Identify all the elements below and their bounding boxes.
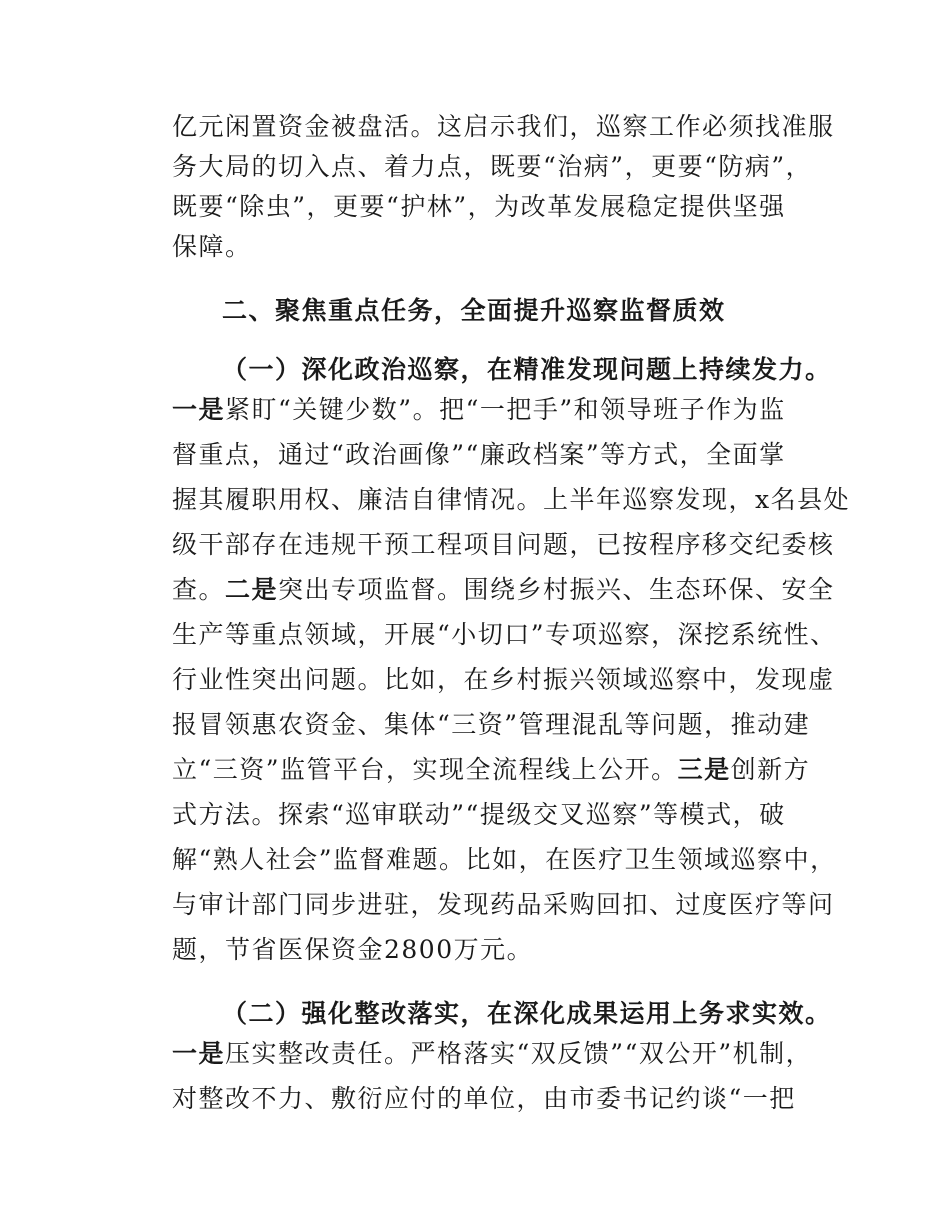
line-text: 立“三资”监管平台，实现全流程线上公开。 <box>172 755 678 784</box>
paragraph-line: 行业性突出问题。比如，在乡村振兴领域巡察中，发现虚 <box>172 665 835 694</box>
paragraph-line: 式方法。探索“巡审联动”“提级交叉巡察”等模式，破 <box>172 800 786 829</box>
subsection-title: （二）强化整改落实，在深化成果运用上务求实效。 <box>222 999 832 1028</box>
paragraph-line: 握其履职用权、廉洁自律情况。上半年巡察发现，x名县处 <box>172 485 851 514</box>
paragraph-line <box>172 391 786 429</box>
emphasis-label: 二是 <box>225 575 279 604</box>
emphasis-label: 一是 <box>172 1039 226 1068</box>
paragraph-line: 报冒领惠农资金、集体“三资”管理混乱等问题，推动建 <box>172 710 811 739</box>
paragraph-line <box>172 1035 812 1073</box>
emphasis-label: 一是 <box>172 395 226 424</box>
paragraph-line: 保障。 <box>172 232 252 261</box>
paragraph-line <box>172 751 810 789</box>
subsection-title: （一）深化政治巡察，在精准发现问题上持续发力。 <box>222 355 832 384</box>
paragraph-line: 务大局的切入点、着力点，既要“治病”，更要“防病”， <box>172 152 813 181</box>
paragraph-line: 生产等重点领域，开展“小切口”专项巡察，深挖系统性、 <box>172 620 837 649</box>
paragraph-line: 亿元闲置资金被盘活。这启示我们，巡察工作必须找准服 <box>172 112 835 141</box>
paragraph-line <box>172 571 835 609</box>
line-text: 查。 <box>172 575 226 604</box>
emphasis-label: 三是 <box>677 755 731 784</box>
paragraph-line: 与审计部门同步进驻，发现药品采购回扣、过度医疗等问 <box>172 890 835 919</box>
line-text: 压实整改责任。严格落实“双反馈”“双公开”机制， <box>225 1039 813 1068</box>
paragraph-line: 解“熟人社会”监督难题。比如，在医疗卫生领域巡察中， <box>172 845 837 874</box>
paragraph-line: 既要“除虫”，更要“护林”，为改革发展稳定提供坚强 <box>172 192 786 221</box>
paragraph-line: 督重点，通过“政治画像”“廉政档案”等方式，全面掌 <box>172 440 786 469</box>
paragraph-line: 对整改不力、敷衍应付的单位，由市委书记约谈“一把 <box>172 1084 796 1113</box>
section-heading: 二、聚焦重点任务，全面提升巡察监督质效 <box>222 296 726 325</box>
paragraph-line: 题，节省医保资金2800万元。 <box>172 935 534 964</box>
paragraph-line: 级干部存在违规干预工程项目问题，已按程序移交纪委核 <box>172 530 835 559</box>
line-text: 突出专项监督。围绕乡村振兴、生态环保、安全 <box>278 575 835 604</box>
line-text: 紧盯“关键少数”。把“一把手”和领导班子作为监 <box>225 395 786 424</box>
line-text: 创新方 <box>730 755 811 784</box>
